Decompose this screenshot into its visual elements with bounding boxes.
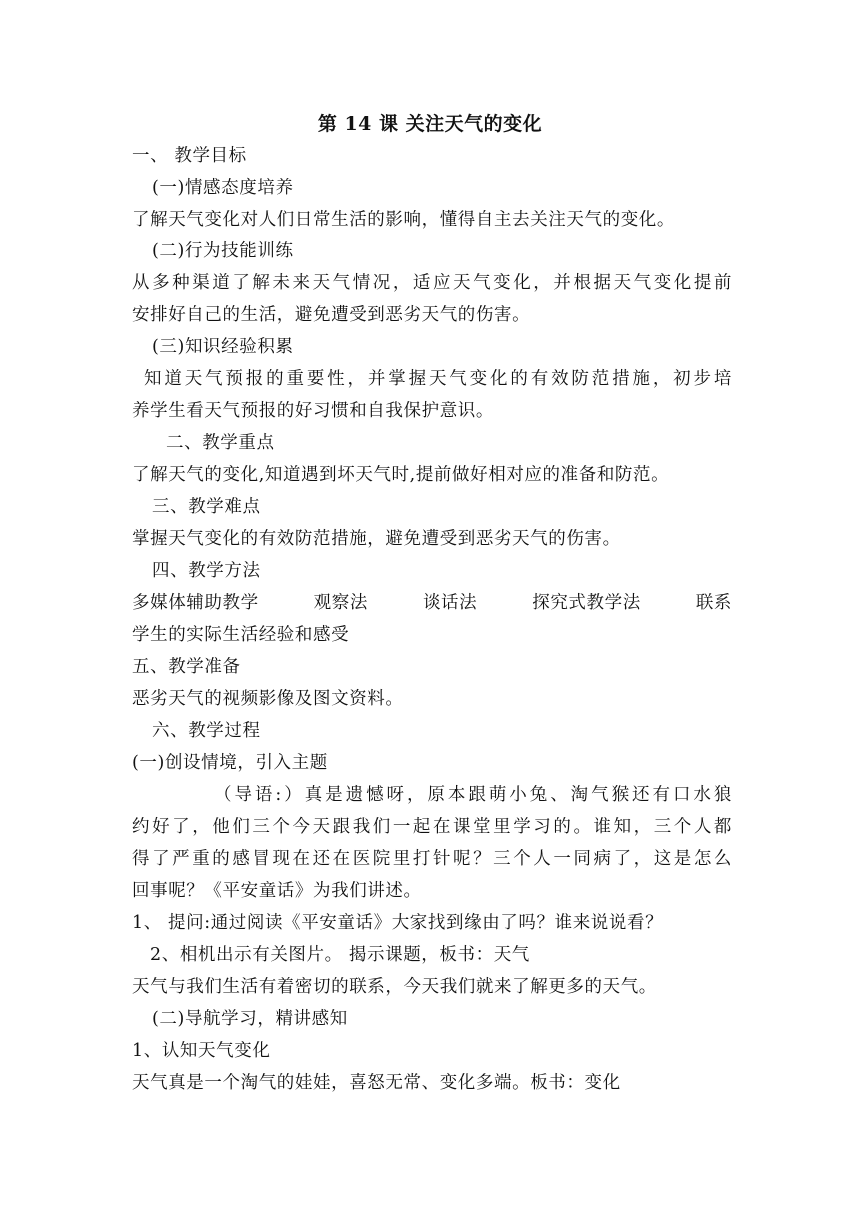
paragraph-line: 得了严重的感冒现在还在医院里打针呢？三个人一同病了，这是怎么 — [132, 849, 732, 869]
paragraph-line: 了解天气的变化,知道遇到坏天气时,提前做好相对应的准备和防范。 — [132, 465, 670, 485]
section-heading-methods: 四、教学方法 — [152, 561, 261, 581]
subheading-skills: (二)行为技能训练 — [152, 241, 294, 261]
paragraph-line: 回事呢？《平安童话》为我们讲述。 — [132, 881, 422, 901]
paragraph-line: （导语:）真是遗憾呀，原本跟萌小兔、淘气猴还有口水狼 — [214, 785, 732, 805]
subheading-introduction: (一)创设情境，引入主题 — [132, 753, 328, 773]
list-item: 1、认知天气变化 — [132, 1041, 271, 1061]
paragraph-line: 天气真是一个淘气的娃娃，喜怒无常、变化多端。板书：变化 — [132, 1073, 621, 1093]
paragraph-line: 知道天气预报的重要性，并掌握天气变化的有效防范措施，初步培 — [144, 369, 732, 389]
paragraph-line: 天气与我们生活有着密切的联系，今天我们就来了解更多的天气。 — [132, 977, 657, 997]
method-item: 联系 — [695, 593, 733, 613]
subheading-knowledge: (三)知识经验积累 — [152, 337, 294, 357]
subheading-emotion: (一)情感态度培养 — [152, 178, 294, 198]
section-heading-objectives: 一、 教学目标 — [132, 146, 247, 166]
paragraph-line: 养学生看天气预报的好习惯和自我保护意识。 — [132, 401, 494, 421]
paragraph-line: 从多种渠道了解未来天气情况，适应天气变化，并根据天气变化提前 — [132, 273, 732, 293]
method-item: 谈话法 — [422, 593, 478, 613]
section-heading-difficulties: 三、教学难点 — [152, 497, 261, 517]
list-item: 1、 提问:通过阅读《平安童话》大家找到缘由了吗？谁来说说看？ — [132, 913, 664, 933]
list-item: 2、相机出示有关图片。 揭示课题，板书：天气 — [150, 945, 530, 965]
paragraph-line: 学生的实际生活经验和感受 — [132, 625, 350, 645]
page-title: 第 14 课 关注天气的变化 — [317, 113, 543, 135]
paragraph-line: 了解天气变化对人们日常生活的影响，懂得自主去关注天气的变化。 — [132, 210, 675, 230]
paragraph-line: 约好了，他们三个今天跟我们一起在课堂里学习的。谁知，三个人都 — [132, 817, 732, 837]
section-heading-preparation: 五、教学准备 — [132, 657, 241, 677]
paragraph-line: 安排好自己的生活，避免遭受到恶劣天气的伤害。 — [132, 305, 531, 325]
paragraph-line: 恶劣天气的视频影像及图文资料。 — [132, 689, 404, 709]
methods-line — [132, 590, 732, 616]
paragraph-line: 掌握天气变化的有效防范措施，避免遭受到恶劣天气的伤害。 — [132, 529, 621, 549]
section-heading-key-points: 二、教学重点 — [166, 433, 275, 453]
section-heading-process: 六、教学过程 — [152, 721, 261, 741]
subheading-guided-learning: (二)导航学习，精讲感知 — [152, 1009, 348, 1029]
method-item: 观察法 — [313, 593, 368, 613]
method-item: 探究式教学法 — [532, 593, 641, 613]
method-item: 多媒体辅助教学 — [132, 593, 259, 613]
